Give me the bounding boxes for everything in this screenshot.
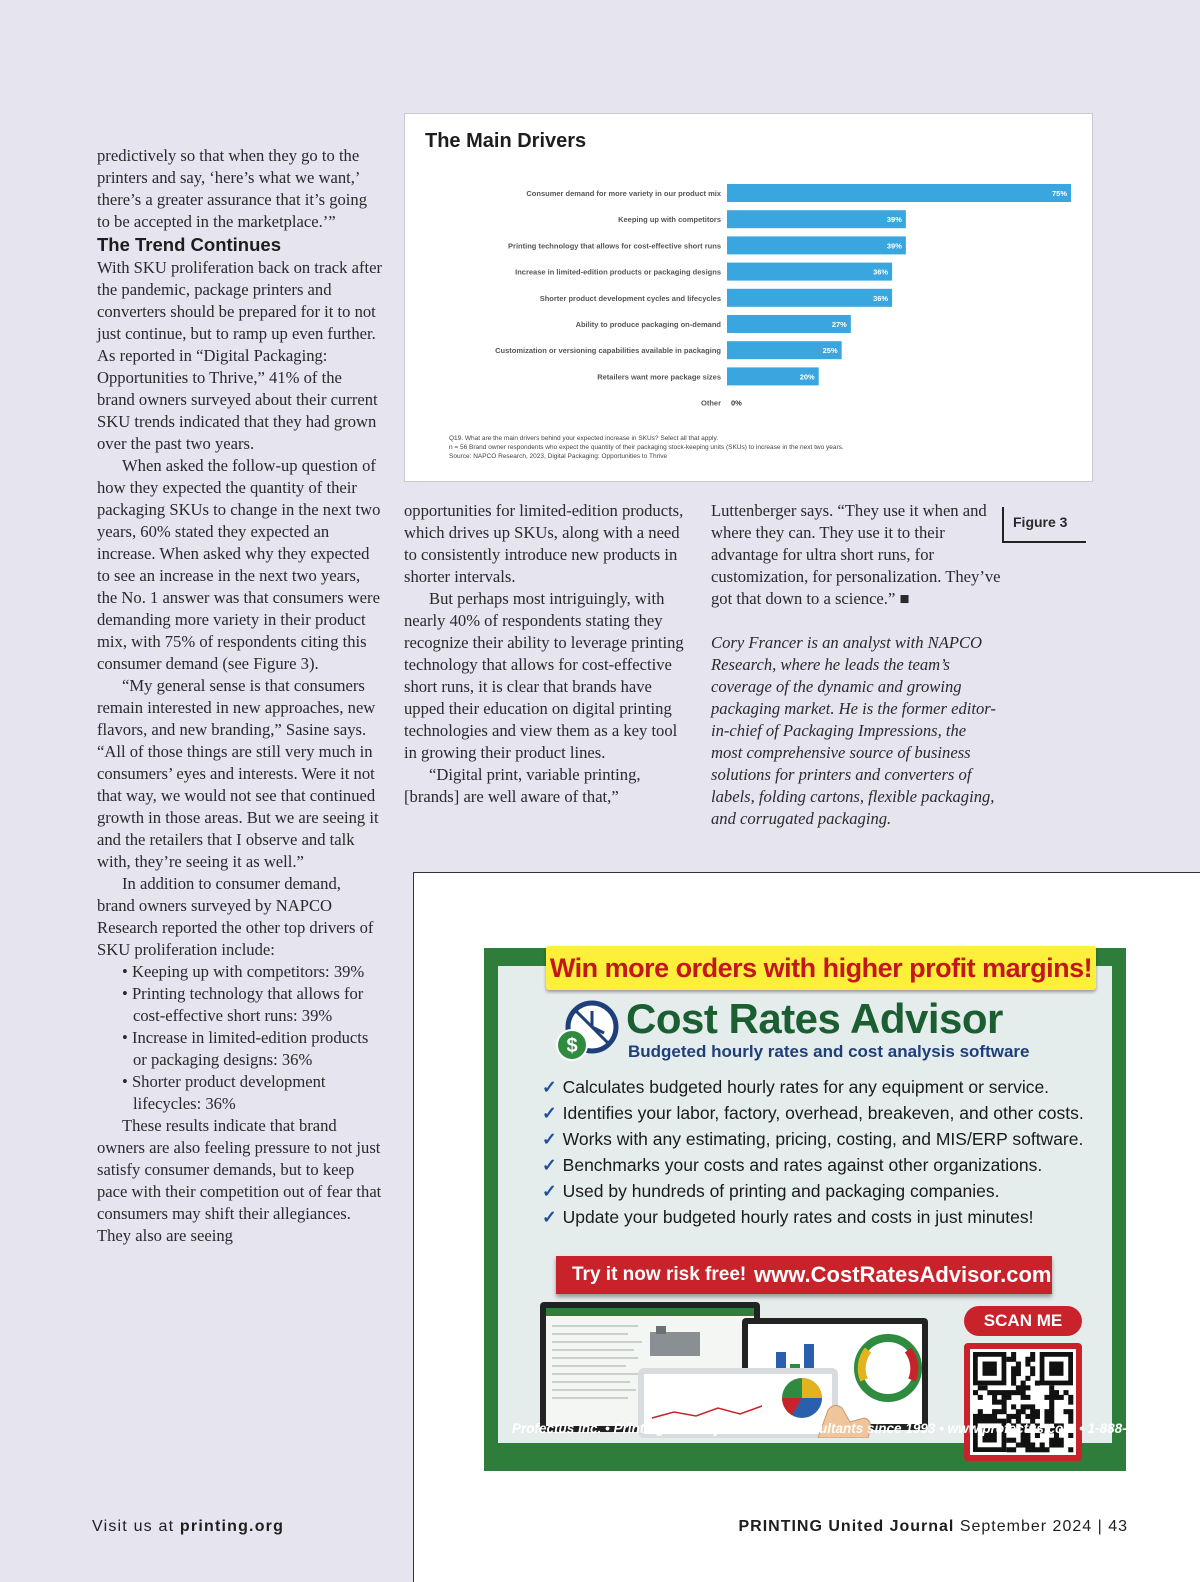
paragraph: opportunities for limited-edition products, which drives up SKUs, along with a need to consistently introduce new products in shorter intervals. xyxy=(404,501,684,586)
bar-value-label: 75% xyxy=(1051,189,1067,198)
bar-category-label: Customization or versioning capabilities available in packaging xyxy=(495,346,721,356)
bar-value-label: 0% xyxy=(731,398,742,408)
author-bio: Cory Francer is an analyst with NAPCO Research, where he leads the team’s coverage of the dynamic and growing packaging market. He is the former editor-in-chief of Packaging Impressions, the most comprehensive source of business solutions for printers and converters of labels, folding cartons, flexible packaging, and corrugated packaging. xyxy=(711,633,996,828)
bar-category-label: Retailers want more package sizes xyxy=(597,372,721,382)
ad-tagline: Budgeted hourly rates and cost analysis software xyxy=(628,1042,1030,1061)
ad-feature-list xyxy=(542,1074,1084,1230)
footer-publication xyxy=(738,1518,1128,1536)
paragraph: But perhaps most intriguingly, with nearly 40% of respondents stating they recognize their ability to leverage printing technology that allows for cost-effective short runs, it is clear that brands have upped their education on digital printing technologies and view them as a key tool in growing their product lines. xyxy=(404,589,684,762)
bar xyxy=(727,184,1071,202)
bar xyxy=(727,289,892,307)
chart-note: Source: NAPCO Research, 2023, Digital Packaging: Opportunities to Thrive xyxy=(449,453,668,460)
checkmark-icon: ✓ xyxy=(542,1207,557,1227)
footer-website: Visit us at printing.org xyxy=(92,1518,285,1535)
issue-date: September 2024 xyxy=(959,1518,1093,1535)
list-item: • Printing technology that allows for cost-effective short runs: 39% xyxy=(122,984,364,1025)
paragraph: These results indicate that brand owners are also feeling pressure to not just satisfy consumer demands, but to keep pace with their competition out of fear that consumers may shift their allegiances. They also are seeing xyxy=(97,1116,382,1245)
cta-url-link[interactable]: www.CostRatesAdvisor.com xyxy=(754,1262,1052,1287)
article-column-2 xyxy=(404,500,689,808)
bar xyxy=(727,210,906,228)
main-drivers-chart xyxy=(404,113,1093,482)
article-column-3 xyxy=(711,500,1001,830)
list-item: • Shorter product development lifecycles: 36% xyxy=(122,1072,326,1113)
bar-value-label: 39% xyxy=(886,215,902,225)
paragraph: “My general sense is that consumers remain interested in new approaches, new flavors, and new branding,” Sasine says. “All of those things are still very much in consumers’ eyes and interests. Were it not that way, we would not see that continued growth in those areas. But we are seeing it and the retailers that I observe and talk with, they’re seeing it as well.” xyxy=(97,676,379,871)
paragraph: predictively so that when they go to the printers and say, ‘here’s what we want,’ there’s a greater assurance that it’s going to be accepted in the marketplace.’” xyxy=(97,146,368,231)
separator: | xyxy=(1097,1518,1103,1535)
bar-category-label: Consumer demand for more variety in our product mix xyxy=(526,189,721,198)
list-item: • Keeping up with competitors: 39% xyxy=(122,962,365,981)
checkmark-icon: ✓ xyxy=(542,1155,557,1175)
checkmark-icon: ✓ xyxy=(542,1103,557,1123)
section-heading: The Trend Continues xyxy=(97,234,281,255)
page-number: 43 xyxy=(1108,1518,1128,1535)
ad-feature: ✓ Update your budgeted hourly rates and costs in just minutes! xyxy=(542,1207,1034,1227)
chart-title: The Main Drivers xyxy=(425,130,587,152)
chart-note: n = 56 Brand owner respondents who expect the quantity of their packaging stock-keeping units (SKUs) to increase in the next two years. xyxy=(449,444,844,451)
drivers-list xyxy=(97,961,382,1115)
bar-value-label: 25% xyxy=(822,346,838,356)
list-item: • Increase in limited-edition products or packaging designs: 36% xyxy=(122,1028,369,1069)
qr-code[interactable] xyxy=(964,1343,1082,1461)
paragraph: When asked the follow-up question of how they expected the quantity of their packaging SKUs to change in the next two years, 60% stated they expected an increase. When asked why they expected to see an increase in the next two years, the No. 1 answer was that consumers were demanding more variety in their product mix, with 75% of respondents citing this consumer demand (see Figure 3). xyxy=(97,456,381,673)
scan-me-badge: SCAN ME xyxy=(964,1306,1082,1336)
paragraph: In addition to consumer demand, brand owners surveyed by NAPCO Research reported the other top drivers of SKU proliferation include: xyxy=(97,874,374,959)
bar-category-label: Keeping up with competitors xyxy=(618,215,721,225)
figure-label: Figure 3 xyxy=(1002,507,1086,543)
clock-dollar-icon xyxy=(554,999,620,1065)
bar-value-label: 36% xyxy=(873,267,889,277)
svg-text:$: $ xyxy=(566,1035,578,1057)
ad-brand-name: Cost Rates Advisor xyxy=(626,995,1003,1042)
ad-feature: ✓ Used by hundreds of printing and packaging companies. xyxy=(542,1181,1000,1201)
footer-website-link[interactable]: printing.org xyxy=(179,1518,285,1535)
chart-canvas xyxy=(405,114,1092,481)
ad-cta-button[interactable] xyxy=(556,1256,1052,1294)
article-column-1 xyxy=(97,145,382,1247)
ad-feature: ✓ Works with any estimating, pricing, costing, and MIS/ERP software. xyxy=(542,1129,1084,1149)
ad-border xyxy=(484,948,1184,1471)
paragraph: “Digital print, variable printing, [brands] are well aware of that,” xyxy=(404,765,641,806)
bar-value-label: 20% xyxy=(799,372,815,382)
ad-feature: ✓ Calculates budgeted hourly rates for any equipment or service. xyxy=(542,1077,1050,1097)
ad-feature: ✓ Identifies your labor, factory, overhead, breakeven, and other costs. xyxy=(542,1103,1084,1123)
bar-category-label: Other xyxy=(700,398,721,408)
software-screens-illustration xyxy=(538,1298,978,1438)
ad-feature: ✓ Benchmarks your costs and rates against other organizations. xyxy=(542,1155,1043,1175)
chart-note: Q19. What are the main drivers behind your expected increase in SKUs? Select all that apply. xyxy=(449,435,719,442)
bar-category-label: Increase in limited-edition products or packaging designs xyxy=(515,267,721,277)
checkmark-icon: ✓ xyxy=(542,1129,557,1149)
checkmark-icon: ✓ xyxy=(542,1181,557,1201)
bar-category-label: Printing technology that allows for cost-effective short runs xyxy=(508,241,721,251)
bar xyxy=(727,263,892,281)
bar-value-label: 39% xyxy=(886,241,902,251)
paragraph: Luttenberger says. “They use it when and where they can. They use it to their advantage for ultra short runs, for customization, for personalization. They’ve got that down to a science.” ■ xyxy=(711,501,1001,608)
bar-value-label: 27% xyxy=(831,320,847,329)
bar-category-label: Ability to produce packaging on-demand xyxy=(575,320,721,329)
publication-name: PRINTING United Journal xyxy=(738,1518,955,1535)
ad-panel xyxy=(498,953,1184,1443)
bar-category-label: Shorter product development cycles and lifecycles xyxy=(539,293,721,303)
bar-value-label: 36% xyxy=(873,293,889,303)
checkmark-icon: ✓ xyxy=(542,1077,557,1097)
bar xyxy=(727,236,906,254)
ad-footer: Profectus Inc. • Printing industry business consultants since 1993 • www.profectus.com • 1-888-868-8662 xyxy=(512,1421,1184,1436)
cta-label: Try it now risk free! xyxy=(572,1264,747,1285)
ad-headline: Win more orders with higher profit margins! xyxy=(546,946,1096,990)
paragraph: With SKU proliferation back on track after the pandemic, package printers and converters should be prepared for it to not just continue, but to ramp up even further. As reported in “Digital Packaging: Opportunities to Thrive,” 41% of the brand owners surveyed about their current SKU trends indicated that they had grown over the past two years. xyxy=(97,258,383,453)
advertisement xyxy=(413,872,1200,1582)
